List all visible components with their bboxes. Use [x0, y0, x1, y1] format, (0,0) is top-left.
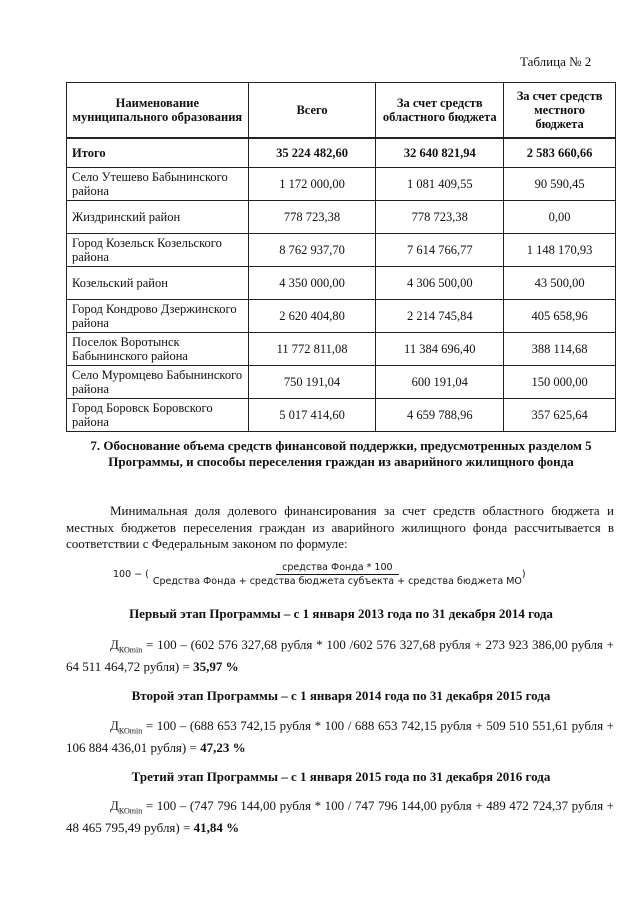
formula — [113, 562, 526, 587]
calc-result: 47,23 % — [200, 739, 246, 755]
table-row — [67, 168, 616, 201]
cell-total: 4 350 000,00 — [248, 267, 376, 300]
cell-total: 778 723,38 — [248, 201, 376, 234]
cell-local: 1 148 170,93 — [504, 234, 616, 267]
table-row — [67, 267, 616, 300]
cell-name: Жиздринский район — [67, 201, 249, 234]
calc-subscript: КОmin — [118, 645, 143, 655]
cell-regional: 2 214 745,84 — [376, 300, 504, 333]
cell-name: Город Козельск Козельского района — [67, 234, 249, 267]
cell-local: 150 000,00 — [504, 366, 616, 399]
cell-total: 2 620 404,80 — [248, 300, 376, 333]
cell-name: Козельский район — [67, 267, 249, 300]
calc-symbol: Д — [110, 718, 119, 733]
table-row — [67, 201, 616, 234]
cell-total: 1 172 000,00 — [248, 168, 376, 201]
header-local: За счет средств местного бюджета — [504, 83, 616, 139]
calc-symbol: Д — [110, 798, 119, 813]
cell-local: 405 658,96 — [504, 300, 616, 333]
cell-total: 5 017 414,60 — [248, 399, 376, 432]
calc-expression: = 100 – (747 796 144,00 рубля * 100 / 747 796 144,00 рубля + 489 472 724,37 рубля + 48 465 795,49 рубля) = — [66, 798, 614, 835]
stage-1-title: Первый этап Программы – с 1 января 2013 года по 31 декабря 2014 года — [129, 606, 553, 621]
cell-regional: 11 384 696,40 — [376, 333, 504, 366]
cell-regional: 600 191,04 — [376, 366, 504, 399]
cell-local: 357 625,64 — [504, 399, 616, 432]
calc-result: 35,97 % — [193, 658, 239, 674]
header-regional: За счет средств областного бюджета — [376, 83, 504, 139]
formula-denominator: Средства Фонда + средства бюджета субъекта + средства бюджета МО — [152, 576, 522, 587]
cell-total: 8 762 937,70 — [248, 234, 376, 267]
table-row — [67, 366, 616, 399]
total-local: 2 583 660,66 — [504, 138, 616, 168]
cell-name: Город Кондрово Дзержинского района — [67, 300, 249, 333]
table-row — [67, 399, 616, 432]
cell-name: Поселок Воротынск Бабынинского района — [67, 333, 249, 366]
calc-expression: = 100 – (602 576 327,68 рубля * 100 /602 576 327,68 рубля + 273 923 386,00 рубля + 64 511 464,72 рубля) = — [66, 637, 614, 674]
calc-subscript: КОmin — [118, 806, 143, 816]
cell-regional: 7 614 766,77 — [376, 234, 504, 267]
table-header-row — [67, 83, 616, 139]
table-row — [67, 234, 616, 267]
formula-suffix: ) — [521, 569, 526, 580]
cell-name: Село Утешево Бабынинского района — [67, 168, 249, 201]
total-regional: 32 640 821,94 — [376, 138, 504, 168]
total-label: Итого — [67, 138, 249, 168]
calc-subscript: КОmin — [118, 726, 143, 736]
formula-prefix: 100 − ( — [113, 569, 149, 580]
stage-2-title: Второй этап Программы – с 1 января 2014 года по 31 декабря 2015 года — [131, 688, 551, 703]
stage-2-calc — [66, 718, 614, 756]
calc-symbol: Д — [110, 637, 119, 652]
total-sum: 35 224 482,60 — [248, 138, 376, 168]
cell-regional: 1 081 409,55 — [376, 168, 504, 201]
stage-3-calc — [66, 798, 614, 836]
calc-result: 41,84 % — [193, 819, 240, 835]
cell-local: 388 114,68 — [504, 333, 616, 366]
cell-name: Город Боровск Боровского района — [67, 399, 249, 432]
table-row — [67, 333, 616, 366]
cell-regional: 778 723,38 — [376, 201, 504, 234]
header-municipality: Наименование муниципального образования — [67, 83, 249, 139]
section-heading: 7. Обоснование объема средств финансовой поддержки, предусмотренных разделом 5 Программы, и способы переселения граждан из аварийного жилищного фонда — [90, 438, 592, 469]
stage-1-calc — [66, 637, 614, 675]
header-total: Всего — [248, 83, 376, 139]
total-row — [67, 138, 616, 168]
cell-total: 750 191,04 — [248, 366, 376, 399]
cell-name: Село Муромцево Бабынинского района — [67, 366, 249, 399]
cell-regional: 4 306 500,00 — [376, 267, 504, 300]
table-row — [67, 300, 616, 333]
cell-local: 43 500,00 — [504, 267, 616, 300]
cell-local: 0,00 — [504, 201, 616, 234]
cell-regional: 4 659 788,96 — [376, 399, 504, 432]
formula-fraction — [153, 562, 522, 587]
calc-expression: = 100 – (688 653 742,15 рубля * 100 / 688 653 742,15 рубля + 509 510 551,61 рубля + 106 884 436,01 рубля) = — [66, 718, 614, 755]
cell-total: 11 772 811,08 — [248, 333, 376, 366]
cell-local: 90 590,45 — [504, 168, 616, 201]
table-label: Таблица № 2 — [520, 54, 592, 69]
stage-3-title: Третий этап Программы – с 1 января 2015 года по 31 декабря 2016 года — [131, 769, 551, 784]
formula-numerator: средства Фонда * 100 — [276, 562, 398, 575]
financing-table — [66, 82, 616, 432]
section-paragraph: Минимальная доля долевого финансирования за счет средств областного бюджета и местных бюджетов переселения граждан из аварийного жилищного фонда рассчитывается в соответствии с Федеральным законом по формуле: — [66, 503, 614, 551]
